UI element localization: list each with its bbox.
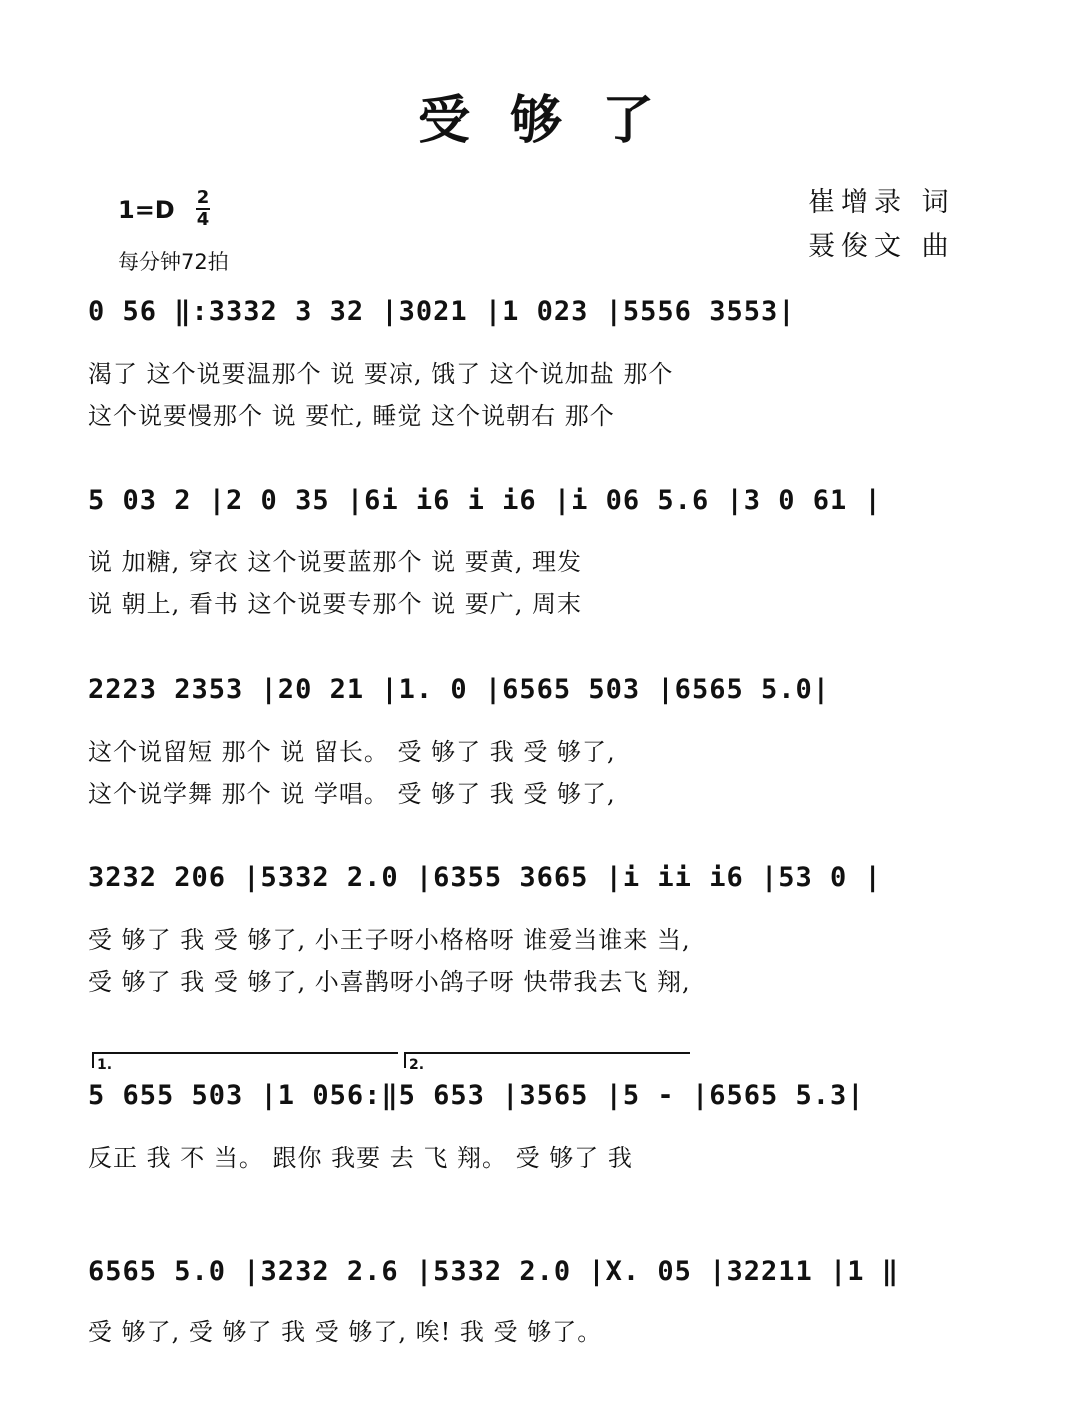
time-signature [196,188,210,230]
notation-line-3: 2223 2353 |20 21 |1. 0 |6565 503 |6565 5.0| [88,674,830,705]
lyric-line-2-verse-2: 说 朝上, 看书 这个说要专那个 说 要广, 周末 [88,590,583,618]
song-title: 受够了 [417,90,694,151]
time-signature-numerator: 2 [196,187,210,208]
lyric-line-3-verse-2: 这个说学舞 那个 说 学唱。 受 够了 我 受 够了, [88,780,616,808]
lyric-line-1-verse-1: 渴了 这个说要温那个 说 要凉, 饿了 这个说加盐 那个 [88,360,674,388]
lyric-line-4-verse-1: 受 够了 我 受 够了, 小王子呀小格格呀 谁爱当谁来 当, [88,926,691,954]
notation-line-2: 5 03 2 |2 0 35 |6i i6 i i6 |i 06 5.6 |3 0 61 | [88,485,882,516]
second-ending-bracket [404,1052,690,1073]
notation-line-5: 5 655 503 |1 056:‖5 653 |3565 |5 - |6565 5.3| [88,1080,865,1111]
first-ending-bracket [92,1052,398,1073]
lyric-line-2-verse-1: 说 加糖, 穿衣 这个说要蓝那个 说 要黄, 理发 [88,548,583,576]
second-ending-label: 2. [409,1057,425,1073]
notation-line-6: 6565 5.0 |3232 2.6 |5332 2.0 |X. 05 |32211 |1 ‖ [88,1256,900,1287]
composer-credit: 聂俊文 曲 [808,231,955,262]
lyric-line-5: 反正 我 不 当。 跟你 我要 去 飞 翔。 受 够了 我 [88,1144,633,1172]
lyric-line-4-verse-2: 受 够了 我 受 够了, 小喜鹊呀小鸽子呀 快带我去飞 翔, [88,968,691,996]
notation-line-4: 3232 206 |5332 2.0 |6355 3665 |i ii i6 |53 0 | [88,862,882,893]
lyric-line-3-verse-1: 这个说留短 那个 说 留长。 受 够了 我 受 够了, [88,738,616,766]
key-signature: 1=D [118,196,175,224]
tempo-marking: 每分钟72拍 [118,250,229,274]
notation-line-1: 0 56 ‖:3332 3 32 |3021 |1 023 |5556 3553| [88,296,796,327]
first-ending-label: 1. [97,1057,113,1073]
time-signature-denominator: 4 [196,209,210,230]
lyric-line-6: 受 够了, 受 够了 我 受 够了, 唉! 我 受 够了。 [88,1318,603,1346]
lyricist-credit: 崔增录 词 [808,187,955,218]
lyric-line-1-verse-2: 这个说要慢那个 说 要忙, 睡觉 这个说朝右 那个 [88,402,615,430]
